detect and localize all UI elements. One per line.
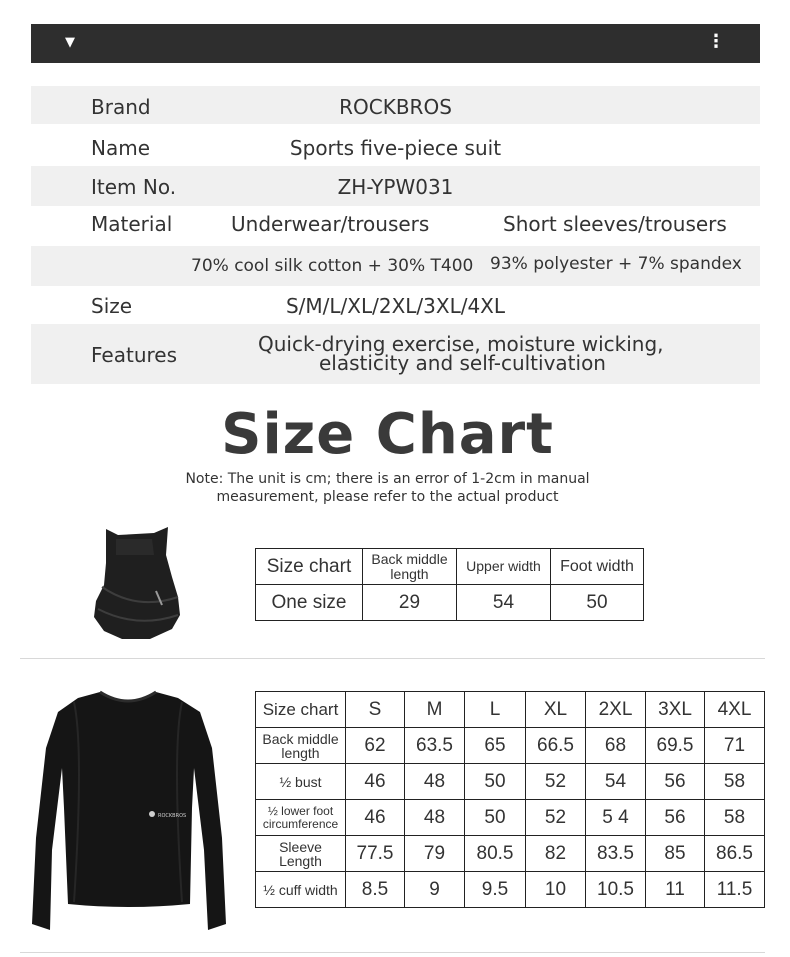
table-cell: 9.5	[465, 872, 526, 908]
table-cell: 9	[405, 872, 465, 908]
table-header-cell: Back middle length	[363, 549, 457, 585]
table-cell: 48	[405, 800, 465, 836]
shirt-size-table	[255, 691, 765, 908]
material-col1: Underwear/trousers	[231, 212, 430, 236]
table-cell: 50	[465, 800, 526, 836]
table-cell: 62	[346, 728, 405, 764]
row-header-cell: Back middle length	[256, 728, 346, 764]
table-cell: 52	[526, 800, 586, 836]
triangle-down-icon[interactable]: ▼	[65, 35, 75, 50]
long-sleeve-shirt-image	[28, 688, 228, 938]
brand-value: ROCKBROS	[339, 95, 452, 119]
neck-gaiter-image	[92, 525, 182, 640]
table-header-cell: 3XL	[646, 692, 705, 728]
row-header-cell: ½ cuff width	[256, 872, 346, 908]
table-cell: 58	[705, 764, 765, 800]
mask-size-table	[255, 548, 644, 621]
material-col2-detail: 93% polyester + 7% spandex	[490, 254, 742, 274]
row-header-cell: Sleeve Length	[256, 836, 346, 872]
name-label: Name	[91, 136, 151, 160]
table-cell: 8.5	[346, 872, 405, 908]
table-cell: 46	[346, 764, 405, 800]
table-header-cell: Size chart	[256, 549, 363, 585]
spec-row-brand	[31, 86, 760, 124]
table-cell: 65	[465, 728, 526, 764]
table-cell: 66.5	[526, 728, 586, 764]
table-header-cell: Size chart	[256, 692, 346, 728]
table-row	[256, 836, 765, 872]
table-cell: 54	[586, 764, 646, 800]
table-header-cell: S	[346, 692, 405, 728]
size-label: Size	[91, 294, 133, 318]
table-cell: 68	[586, 728, 646, 764]
table-row	[256, 800, 765, 836]
name-value: Sports five-piece suit	[289, 136, 502, 160]
table-cell: 58	[705, 800, 765, 836]
top-bar	[31, 24, 760, 63]
table-header-cell: Foot width	[551, 549, 644, 585]
table-cell: 56	[646, 764, 705, 800]
spec-row-material	[31, 206, 760, 246]
table-header-cell: M	[405, 692, 465, 728]
spec-row-name	[31, 126, 760, 166]
material-col1-detail: 70% cool silk cotton + 30% T400	[191, 256, 474, 276]
table-cell: 50	[551, 585, 644, 621]
size-value: S/M/L/XL/2XL/3XL/4XL	[285, 294, 506, 318]
table-cell: 69.5	[646, 728, 705, 764]
table-cell: 77.5	[346, 836, 405, 872]
table-row	[256, 549, 644, 585]
table-cell: 83.5	[586, 836, 646, 872]
table-cell: 11	[646, 872, 705, 908]
size-chart-note	[0, 470, 775, 506]
table-header-cell: 2XL	[586, 692, 646, 728]
table-cell: 80.5	[465, 836, 526, 872]
table-cell: 54	[457, 585, 551, 621]
table-cell: 56	[646, 800, 705, 836]
table-header-cell: 4XL	[705, 692, 765, 728]
shirt-logo: ROCKBROS	[158, 813, 187, 819]
item-no-value: ZH-YPW031	[337, 175, 454, 199]
table-cell: 48	[405, 764, 465, 800]
material-label: Material	[91, 212, 173, 236]
section-divider	[20, 658, 765, 659]
spec-row-features	[31, 324, 760, 384]
size-chart-title: Size Chart	[221, 402, 554, 467]
spec-row-size	[31, 286, 760, 324]
table-row	[256, 585, 644, 621]
table-cell: 82	[526, 836, 586, 872]
kebab-menu-icon[interactable]: ⋮	[707, 31, 725, 52]
table-row	[256, 728, 765, 764]
table-cell: 46	[346, 800, 405, 836]
spec-row-material-detail	[31, 246, 760, 286]
table-cell: 79	[405, 836, 465, 872]
table-cell: 11.5	[705, 872, 765, 908]
table-cell: 71	[705, 728, 765, 764]
table-header-cell: L	[465, 692, 526, 728]
table-cell: 10	[526, 872, 586, 908]
note-line-1: Note: The unit is cm; there is an error of 1-2cm in manual	[185, 471, 590, 487]
table-cell: 29	[363, 585, 457, 621]
table-cell: One size	[256, 585, 363, 621]
table-row	[256, 764, 765, 800]
table-cell: 10.5	[586, 872, 646, 908]
table-cell: 85	[646, 836, 705, 872]
item-no-label: Item No.	[91, 175, 177, 199]
brand-label: Brand	[91, 95, 151, 119]
table-cell: 86.5	[705, 836, 765, 872]
table-cell: 50	[465, 764, 526, 800]
table-cell: 63.5	[405, 728, 465, 764]
material-col2: Short sleeves/trousers	[503, 212, 727, 236]
row-header-cell: ½ lower foot circumference	[256, 800, 346, 836]
features-line1: Quick-drying exercise, moisture wicking,	[258, 332, 664, 356]
table-cell: 52	[526, 764, 586, 800]
spec-row-item-no	[31, 166, 760, 206]
table-header-cell: Upper width	[457, 549, 551, 585]
features-line2: elasticity and self-cultivation	[319, 351, 606, 375]
table-row	[256, 692, 765, 728]
features-label: Features	[91, 343, 177, 367]
section-divider	[20, 952, 765, 953]
note-line-2: measurement, please refer to the actual product	[216, 489, 559, 505]
row-header-cell: ½ bust	[256, 764, 346, 800]
table-row	[256, 872, 765, 908]
table-header-cell: XL	[526, 692, 586, 728]
table-cell: 5 4	[586, 800, 646, 836]
